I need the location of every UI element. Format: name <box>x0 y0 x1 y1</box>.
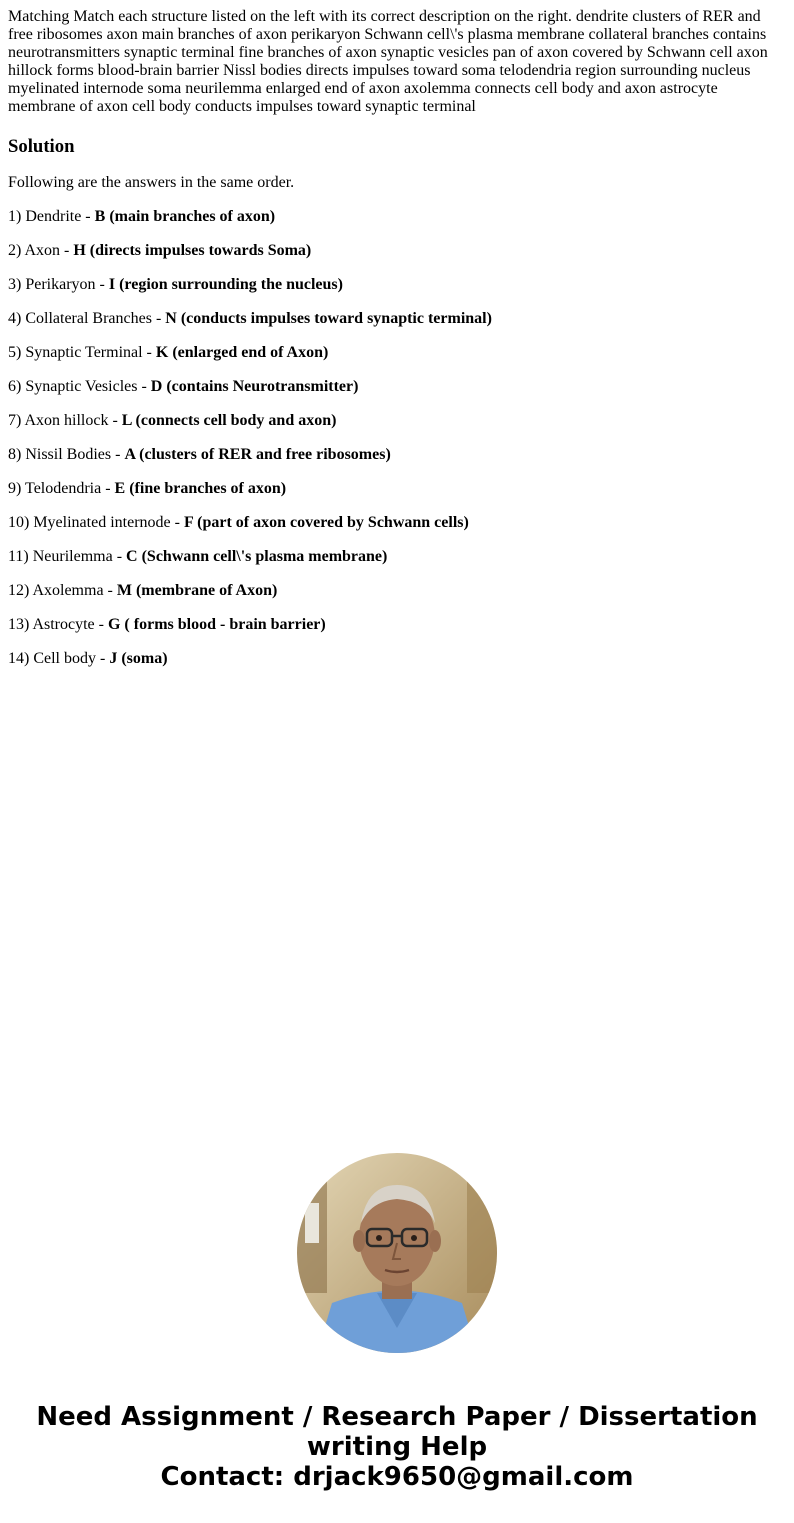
answer-item: 8) Nissil Bodies - A (clusters of RER and free ribosomes) <box>8 446 391 463</box>
document-content <box>8 8 786 668</box>
answer-value: E (fine branches of axon) <box>114 480 287 497</box>
solution-intro: Following are the answers in the same order. <box>8 174 295 191</box>
answer-list <box>8 208 786 668</box>
answer-item: 7) Axon hillock - L (connects cell body and axon) <box>8 412 337 429</box>
answer-item: 5) Synaptic Terminal - K (enlarged end of Axon) <box>8 344 329 361</box>
answer-item: 13) Astrocyte - G ( forms blood - brain barrier) <box>8 616 326 633</box>
answer-value: J (soma) <box>109 650 168 667</box>
answer-item: 12) Axolemma - M (membrane of Axon) <box>8 582 278 599</box>
contact-banner <box>0 1402 794 1492</box>
answer-value: N (conducts impulses toward synaptic terminal) <box>165 310 492 327</box>
answer-value: M (membrane of Axon) <box>116 582 278 599</box>
solution-heading: Solution <box>8 136 75 157</box>
answer-item: 1) Dendrite - B (main branches of axon) <box>8 208 276 225</box>
answer-value: I (region surrounding the nucleus) <box>108 276 343 293</box>
answer-value: F (part of axon covered by Schwann cells) <box>183 514 469 531</box>
answer-value: D (contains Neurotransmitter) <box>150 378 359 395</box>
banner-line-2: writing Help <box>306 1432 488 1462</box>
answer-item: 11) Neurilemma - C (Schwann cell\'s plasma membrane) <box>8 548 388 565</box>
banner-contact-line: Contact: drjack9650@gmail.com <box>160 1462 634 1492</box>
answer-value: G ( forms blood - brain barrier) <box>107 616 326 633</box>
answer-value: A (clusters of RER and free ribosomes) <box>124 446 391 463</box>
answer-item: 9) Telodendria - E (fine branches of axon) <box>8 480 287 497</box>
answer-value: H (directs impulses towards Soma) <box>73 242 312 259</box>
answer-item: 6) Synaptic Vesicles - D (contains Neurotransmitter) <box>8 378 359 395</box>
answer-value: C (Schwann cell\'s plasma membrane) <box>126 548 388 565</box>
answer-value: L (connects cell body and axon) <box>121 412 337 429</box>
banner-line-1: Need Assignment / Research Paper / Dissertation <box>36 1402 758 1432</box>
answer-item: 2) Axon - H (directs impulses towards Soma) <box>8 242 312 259</box>
answer-item: 3) Perikaryon - I (region surrounding the nucleus) <box>8 276 343 293</box>
answer-value: B (main branches of axon) <box>94 208 276 225</box>
answer-item: 14) Cell body - J (soma) <box>8 650 168 667</box>
question-text: Matching Match each structure listed on the left with its correct description on the right. dendrite clusters of RER and free ribosomes axon main branches of axon perikaryon Schwann cell\'s plasma membrane collateral branches contains neurotransmitters synaptic terminal fine branches of axon synaptic vesicles pan of axon covered by Schwann cell axon hillock forms blood-brain barrier Nissl bodies directs impulses toward soma telodendria region surrounding nucleus myelinated internode soma neurilemma enlarged end of axon axolemma connects cell body and axon astrocyte membrane of axon cell body conducts impulses toward synaptic terminal <box>8 8 768 115</box>
answer-value: K (enlarged end of Axon) <box>155 344 329 361</box>
answer-item: 4) Collateral Branches - N (conducts impulses toward synaptic terminal) <box>8 310 492 327</box>
author-avatar <box>297 1153 497 1353</box>
person-portrait-icon <box>297 1153 497 1353</box>
answer-item: 10) Myelinated internode - F (part of axon covered by Schwann cells) <box>8 514 469 531</box>
